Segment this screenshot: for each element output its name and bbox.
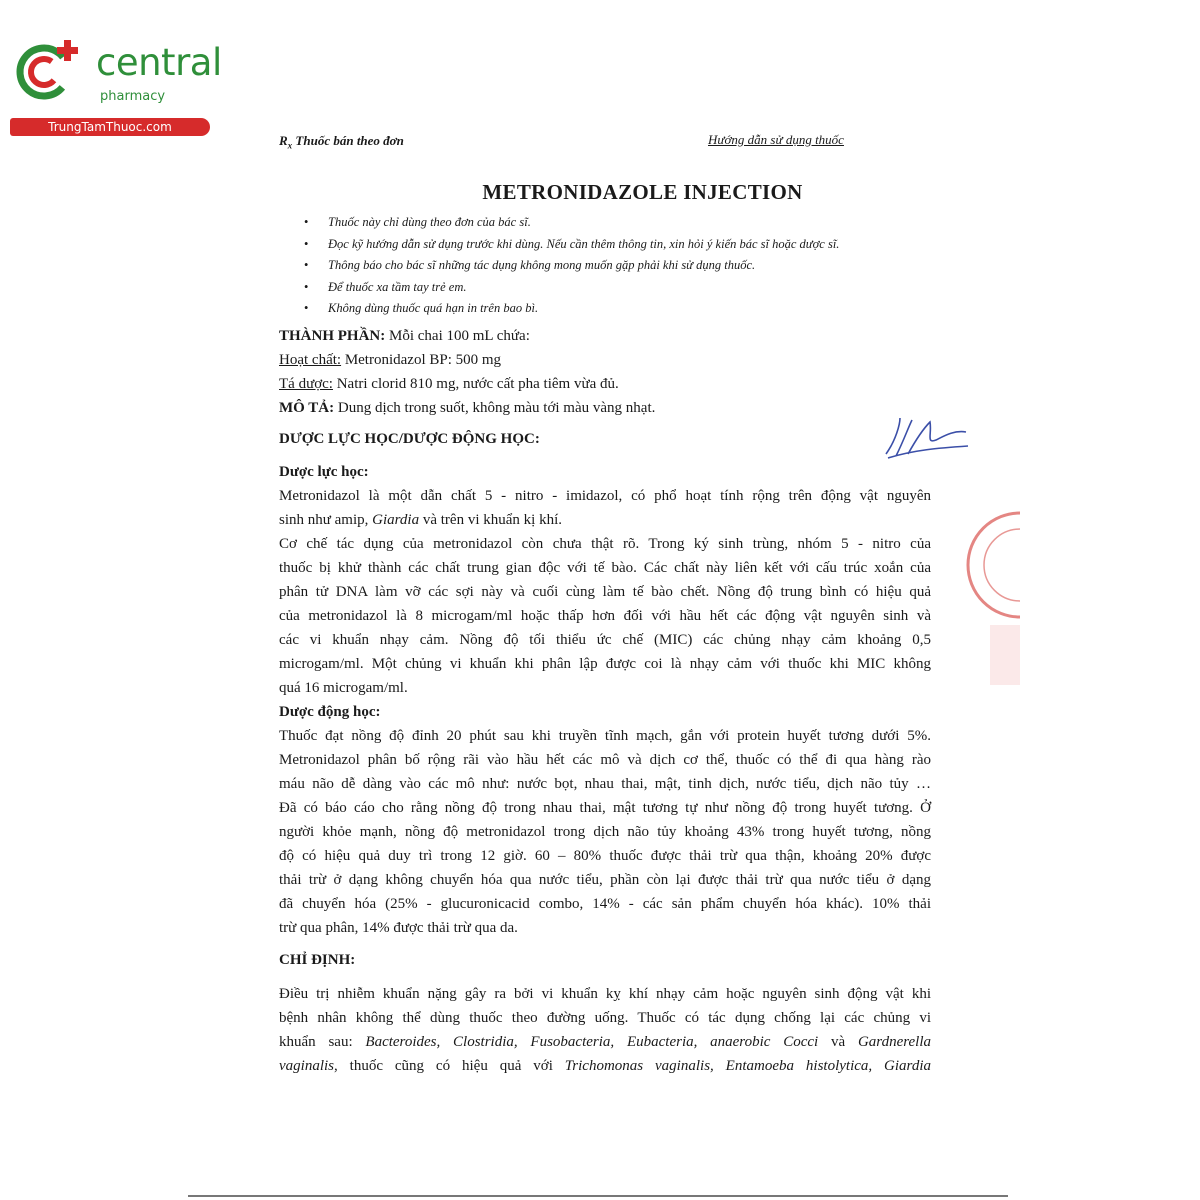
rx-symbol: R — [279, 133, 288, 148]
paragraph-line: Điều trị nhiễm khuẩn nặng gây ra bởi vi khuẩn kỵ khí nhạy cảm hoặc nguyên sinh động vật khi — [279, 986, 931, 1002]
paragraph-line: máu não dễ dàng vào các mô như: nước bọt, nhau thai, mật, tinh dịch, nước tiểu, dịch não tủy … — [279, 776, 931, 792]
paragraph-line: quá 16 microgam/ml. — [279, 680, 408, 696]
brand-logo[interactable] — [10, 36, 220, 136]
page-bottom-rule — [188, 1195, 1008, 1197]
indication-section — [279, 982, 931, 1078]
pharmacology-heading: DƯỢC LỰC HỌC/DƯỢC ĐỘNG HỌC: — [279, 431, 540, 447]
signature-image — [878, 410, 973, 465]
paragraph-line — [279, 1030, 931, 1054]
prescription-label — [279, 133, 404, 151]
list-item: • Đọc kỹ hướng dẫn sử dụng trước khi dùng. Nếu cần thêm thông tin, xin hỏi ý kiến bác sĩ hoặc dược sĩ. — [282, 235, 839, 257]
paragraph-line: Metronidazol là một dẫn chất 5 - nitro - imidazol, có phổ hoạt tính rộng trên động vật nguyên — [279, 488, 931, 504]
warning-list — [282, 213, 839, 321]
list-item: • Thông báo cho bác sĩ những tác dụng không mong muốn gặp phải khi sử dụng thuốc. — [282, 256, 839, 278]
pharmacodynamics-heading: Dược lực học: — [279, 464, 369, 480]
pharmacodynamics-section — [279, 460, 931, 700]
pharmacokinetics-section — [279, 700, 931, 940]
organism-name: Gardnerella — [857, 1034, 931, 1050]
excipient-text: Natri clorid 810 mg, nước cất pha tiêm vừa đủ. — [332, 376, 619, 392]
brand-url[interactable]: TrungTamThuoc.com — [10, 118, 210, 136]
organism-name: Trichomonas vaginalis, Entamoeba histolytica, Giardia — [564, 1058, 931, 1074]
paragraph-line: Đã có báo cáo cho rằng nồng độ trong nhau thai, mật tương tự như nồng độ trong huyết tương. Ở — [279, 800, 931, 816]
organism-name: Giardia — [372, 512, 420, 528]
composition-section — [279, 324, 931, 420]
organism-name: vaginalis — [279, 1058, 334, 1074]
paragraph-line: bệnh nhân không thể dùng thuốc theo đường uống. Thuốc có tác dụng chống lại các chủng vi — [279, 1010, 931, 1026]
brand-subtitle: pharmacy — [100, 89, 166, 104]
excipient-label: Tá dược: — [279, 376, 333, 392]
paragraph-line: Cơ chế tác dụng của metronidazol còn chưa thật rõ. Trong ký sinh trùng, nhóm 5 - nitro của — [279, 536, 931, 552]
pharmacokinetics-heading: Dược động học: — [279, 704, 381, 720]
paragraph-line: độ có hiệu quả duy trì trong 12 giờ. 60 – 80% thuốc được thải trừ qua thận, khoảng 20% được — [279, 848, 931, 864]
list-item: • Thuốc này chỉ dùng theo đơn của bác sĩ. — [282, 213, 839, 235]
paragraph-line: microgam/ml. Một chủng vi khuẩn khi phân lập được coi là nhạy cảm với thuốc khi MIC không — [279, 656, 931, 672]
indication-heading: CHỈ ĐỊNH: — [279, 952, 356, 968]
text-span: và trên vi khuẩn kị khí. — [419, 512, 562, 528]
composition-text: Mỗi chai 100 mL chứa: — [385, 328, 530, 344]
paragraph-line: của metronidazol là 8 microgam/ml hoặc thấp hơn đối với hầu hết các động vật nguyên sinh và — [279, 608, 931, 624]
text-span: sinh như amip, — [279, 512, 373, 528]
organism-name: Bacteroides, Clostridia, Fusobacteria, Eubacteria, anaerobic Cocci — [365, 1034, 819, 1050]
brand-name: central — [96, 41, 222, 84]
paragraph-line — [279, 508, 931, 532]
usage-guide-label: Hướng dẫn sử dụng thuốc — [708, 132, 844, 147]
active-ingredient-text: Metronidazol BP: 500 mg — [341, 352, 502, 368]
paragraph-line: Thuốc đạt nồng độ đỉnh 20 phút sau khi truyền tĩnh mạch, gắn với protein huyết tương dưới 5%. — [279, 728, 931, 744]
official-stamp-image — [960, 505, 1020, 685]
text-span: khuẩn sau: — [279, 1034, 366, 1050]
paragraph-line: Metronidazol phân bố rộng rãi vào hầu hết các mô và dịch cơ thể, thuốc có thể đi qua hàng rào — [279, 752, 931, 768]
description-heading: MÔ TẢ: — [279, 400, 335, 416]
active-ingredient-label: Hoạt chất: — [279, 352, 342, 368]
paragraph-line: phân tử DNA làm vỡ các sợi này và cuối cùng làm tế bào chết. Nồng độ trung bình có hiệu quả — [279, 584, 931, 600]
paragraph-line: thải trừ ở dạng không chuyển hóa qua nước tiểu, phần còn lại được thải trừ qua nước tiểu ở dạng — [279, 872, 931, 888]
pharmacy-cross-icon — [10, 36, 90, 106]
paragraph-line: thuốc bị khử thành các chất trung gian độc với tế bào. Các chất này liên kết với cấu trúc xoắn của — [279, 560, 931, 576]
description-text: Dung dịch trong suốt, không màu tới màu vàng nhạt. — [334, 400, 656, 416]
rx-subscript: x — [287, 140, 293, 151]
composition-heading: THÀNH PHẦN: — [279, 328, 386, 344]
list-item: • Không dùng thuốc quá hạn in trên bao bì. — [282, 299, 839, 321]
text-span: , thuốc cũng có hiệu quả với — [334, 1058, 565, 1074]
paragraph-line: các vi khuẩn nhạy cảm. Nồng độ tối thiểu ức chế (MIC) các chủng nhạy cảm khoảng 0,5 — [279, 632, 931, 648]
list-item: • Để thuốc xa tầm tay trẻ em. — [282, 278, 839, 300]
document-title: METRONIDAZOLE INJECTION — [482, 180, 803, 204]
paragraph-line: trừ qua phân, 14% được thải trừ qua da. — [279, 920, 518, 936]
prescription-text: Thuốc bán theo đơn — [295, 133, 404, 148]
paragraph-line: đã chuyển hóa (25% - glucuronicacid combo, 14% - các sản phẩm chuyển hóa khác). 10% thải — [279, 896, 931, 912]
paragraph-line — [279, 1054, 931, 1078]
paragraph-line: người khỏe mạnh, nồng độ metronidazol trong dịch não tủy khoảng 43% trong huyết tương, nồng — [279, 824, 931, 840]
text-span: và — [818, 1034, 858, 1050]
